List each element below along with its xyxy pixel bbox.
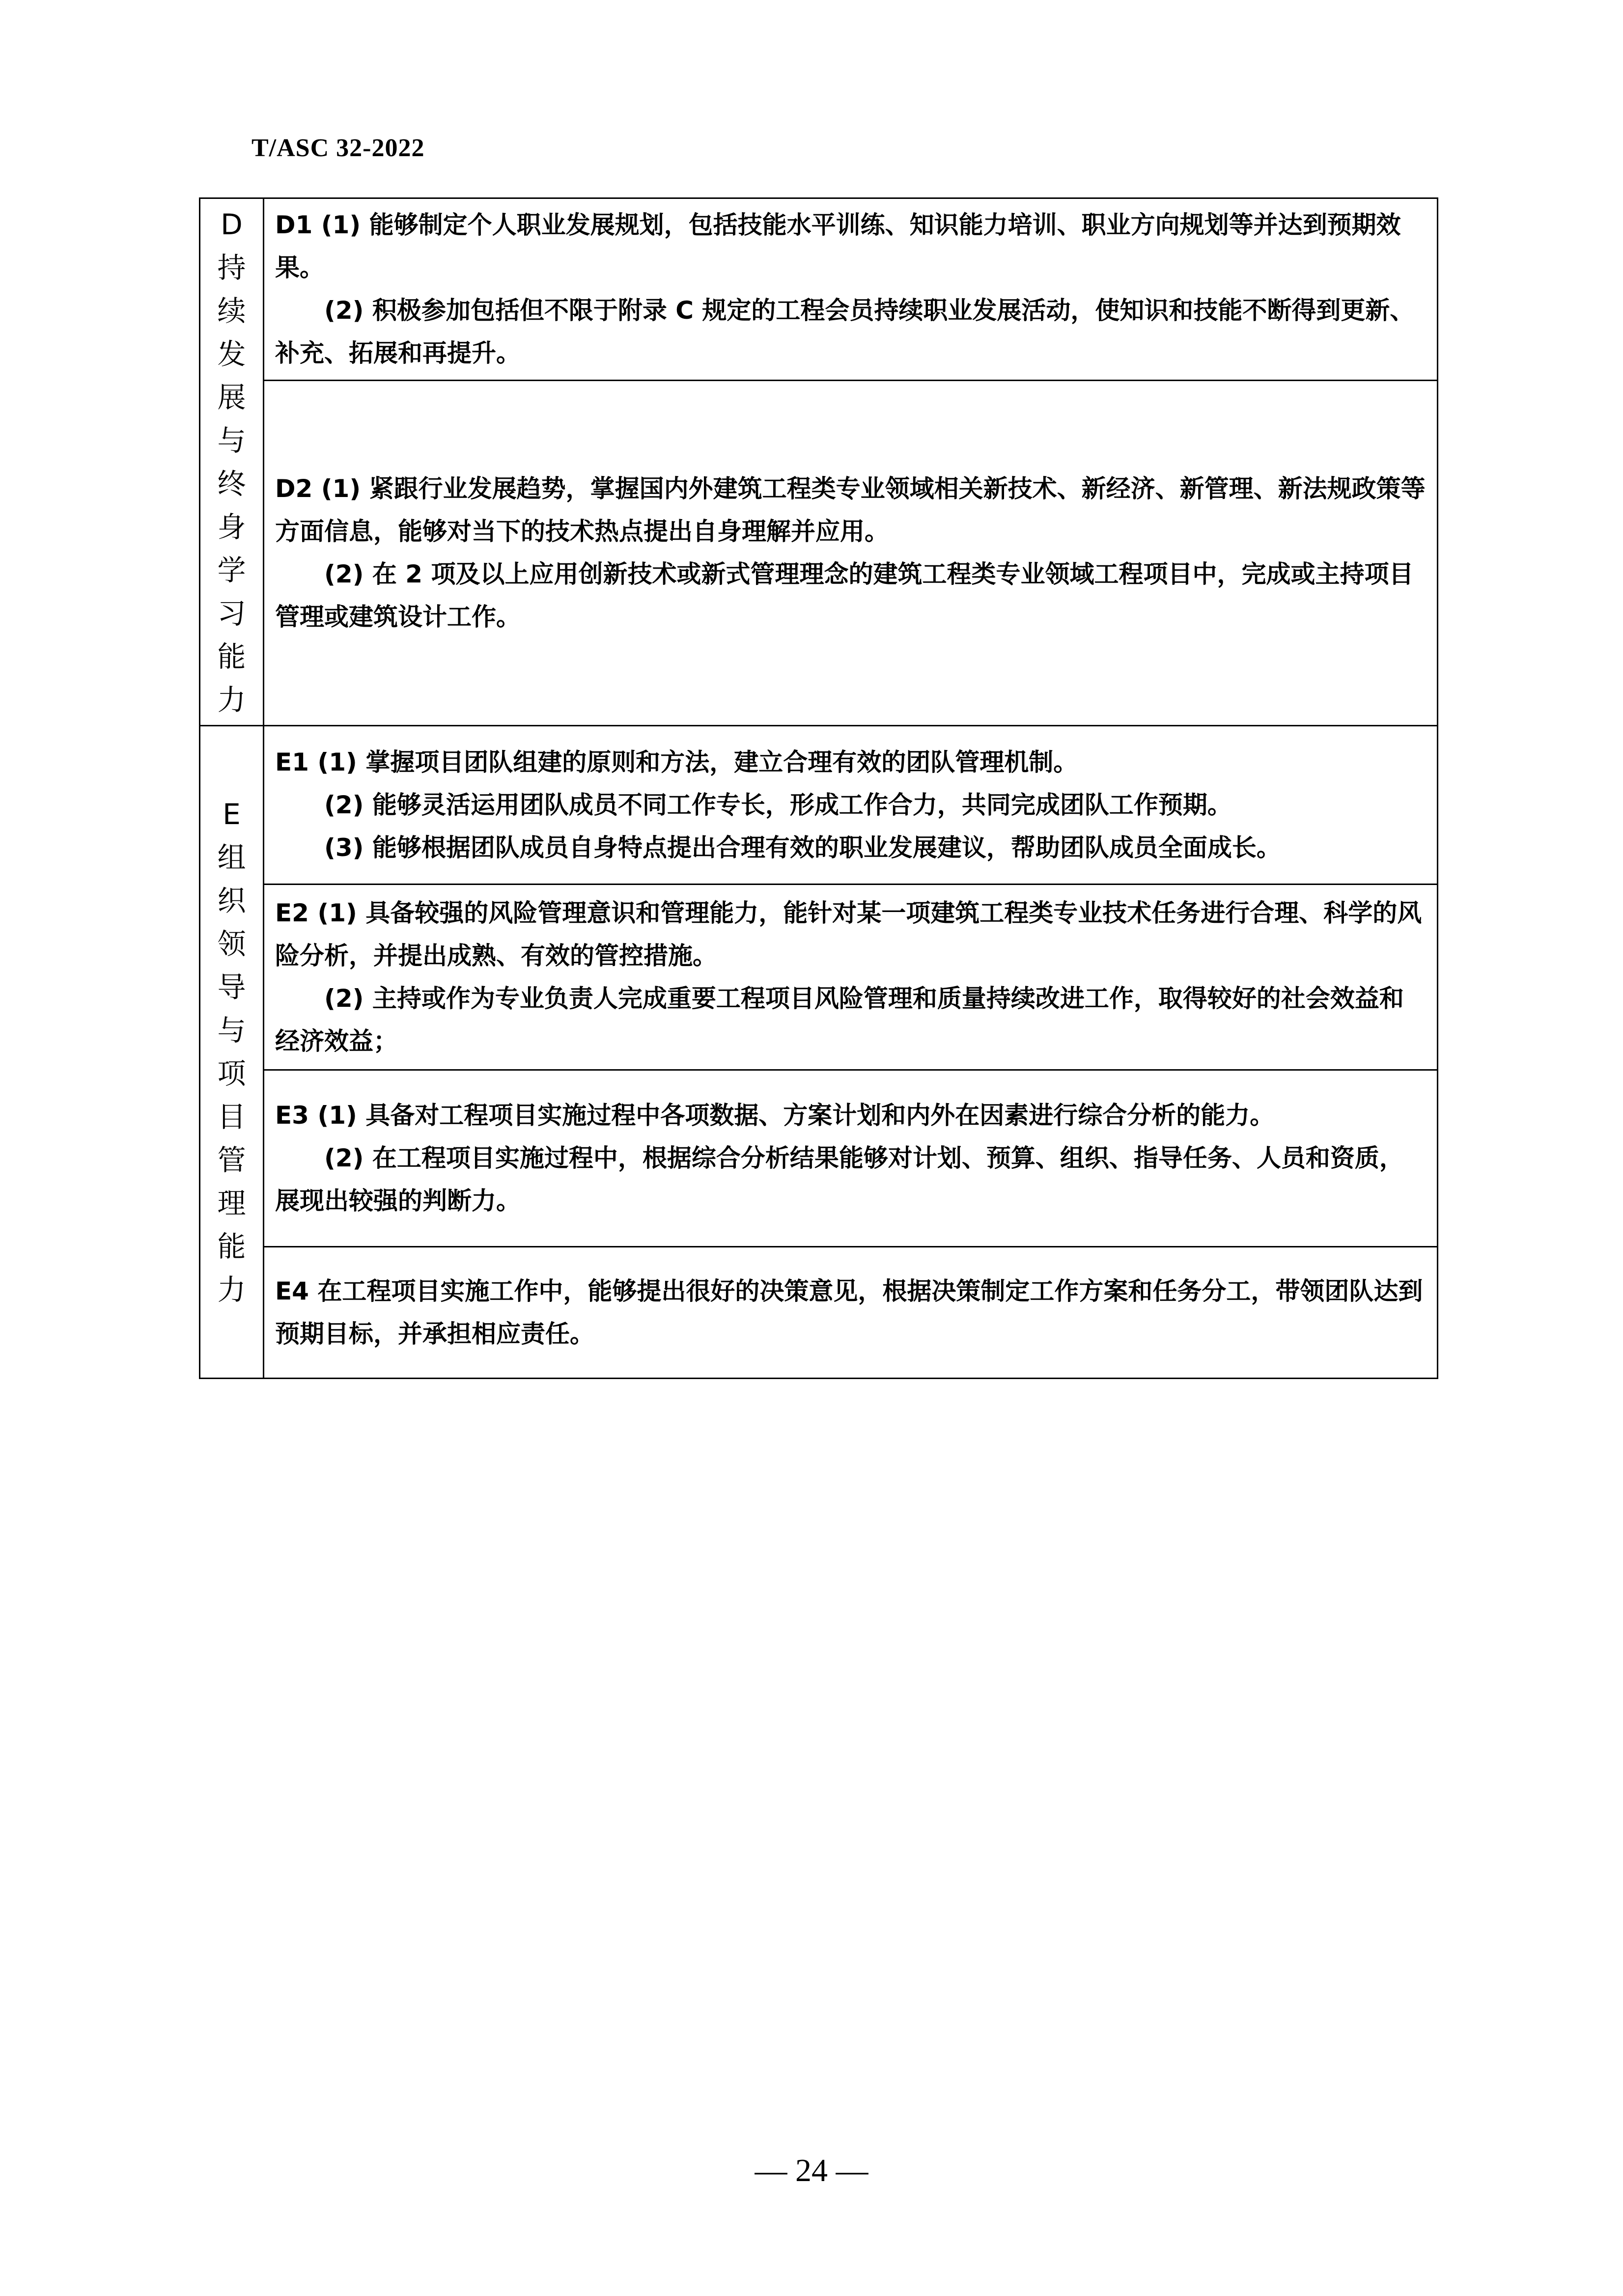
item-paragraph: D2 (1) 紧跟行业发展趋势，掌握国内外建筑工程类专业领域相关新技术、新经济、新管理、新法规政策等方面信息，能够对当下的技术热点提出自身理解并应用。 (275, 474, 1426, 546)
item-e2-cell (264, 885, 1438, 1070)
category-char: 终 (217, 467, 246, 500)
competency-table (199, 197, 1438, 1379)
category-char: 能 (217, 1230, 246, 1263)
category-char: 管 (217, 1143, 246, 1177)
table-row (200, 198, 1438, 381)
item-paragraph: (2) 能够灵活运用团队成员不同工作专长，形成工作合力，共同完成团队工作预期。 (324, 790, 1232, 819)
document-code: T/ASC 32-2022 (252, 134, 425, 162)
table-row (200, 726, 1438, 885)
category-char: 展 (217, 380, 246, 414)
item-paragraph: (2) 在 2 项及以上应用创新技术或新式管理理念的建筑工程类专业领域工程项目中，完成或主持项目管理或建筑设计工作。 (275, 560, 1414, 631)
category-char: 领 (217, 927, 246, 961)
category-char: 与 (217, 1014, 246, 1047)
table-row (200, 1070, 1438, 1247)
item-e1-cell (264, 726, 1438, 885)
category-char: 学 (217, 553, 246, 587)
category-char: 发 (217, 337, 246, 371)
page-number: — 24 — (755, 2153, 868, 2188)
category-char: 目 (217, 1100, 246, 1134)
category-char: 能 (217, 639, 246, 673)
category-char: 力 (217, 1273, 246, 1306)
item-paragraph: (2) 主持或作为专业负责人完成重要工程项目风险管理和质量持续改进工作，取得较好的社会效益和经济效益； (275, 984, 1404, 1055)
category-char: 导 (217, 970, 246, 1004)
category-char: 织 (217, 884, 246, 917)
category-char: D (221, 207, 243, 241)
item-paragraph: (2) 在工程项目实施过程中，根据综合分析结果能够对计划、预算、组织、指导任务、人员和资质，展现出较强的判断力。 (275, 1144, 1404, 1215)
item-e4-cell (264, 1247, 1438, 1379)
item-paragraph: E1 (1) 掌握项目团队组建的原则和方法，建立合理有效的团队管理机制。 (275, 747, 1078, 776)
item-d1-cell (264, 198, 1438, 381)
item-paragraph: E4 在工程项目实施工作中，能够提出很好的决策意见，根据决策制定工作方案和任务分工，带领团队达到预期目标，并承担相应责任。 (275, 1276, 1423, 1348)
category-char: 习 (217, 596, 246, 630)
item-paragraph: (2) 积极参加包括但不限于附录 C 规定的工程会员持续职业发展活动，使知识和技能不断得到更新、补充、拓展和再提升。 (275, 296, 1415, 367)
item-paragraph: (3) 能够根据团队成员自身特点提出合理有效的职业发展建议，帮助团队成员全面成长。 (324, 833, 1281, 862)
item-e3-cell (264, 1070, 1438, 1247)
category-char: 组 (217, 841, 246, 874)
table-row (200, 1247, 1438, 1379)
item-paragraph: E2 (1) 具备较强的风险管理意识和管理能力，能针对某一项建筑工程类专业技术任务进行合理、科学的风险分析，并提出成熟、有效的管控措施。 (275, 898, 1422, 970)
category-char: E (223, 798, 241, 831)
table-row (200, 885, 1438, 1070)
category-char: 续 (217, 294, 246, 328)
category-char: 与 (217, 423, 246, 457)
item-d2-cell (264, 381, 1438, 726)
category-char: 持 (217, 250, 246, 284)
category-char: 力 (217, 683, 246, 717)
category-e-cell (200, 726, 264, 1379)
category-char: 身 (217, 510, 246, 544)
item-paragraph: D1 (1) 能够制定个人职业发展规划，包括技能水平训练、知识能力培训、职业方向规划等并达到预期效果。 (275, 211, 1401, 282)
table-row (200, 381, 1438, 726)
category-char: 项 (217, 1057, 246, 1090)
item-paragraph: E3 (1) 具备对工程项目实施过程中各项数据、方案计划和内外在因素进行综合分析的能力。 (275, 1101, 1275, 1130)
category-char: 理 (217, 1187, 246, 1220)
category-d-cell (200, 198, 264, 726)
